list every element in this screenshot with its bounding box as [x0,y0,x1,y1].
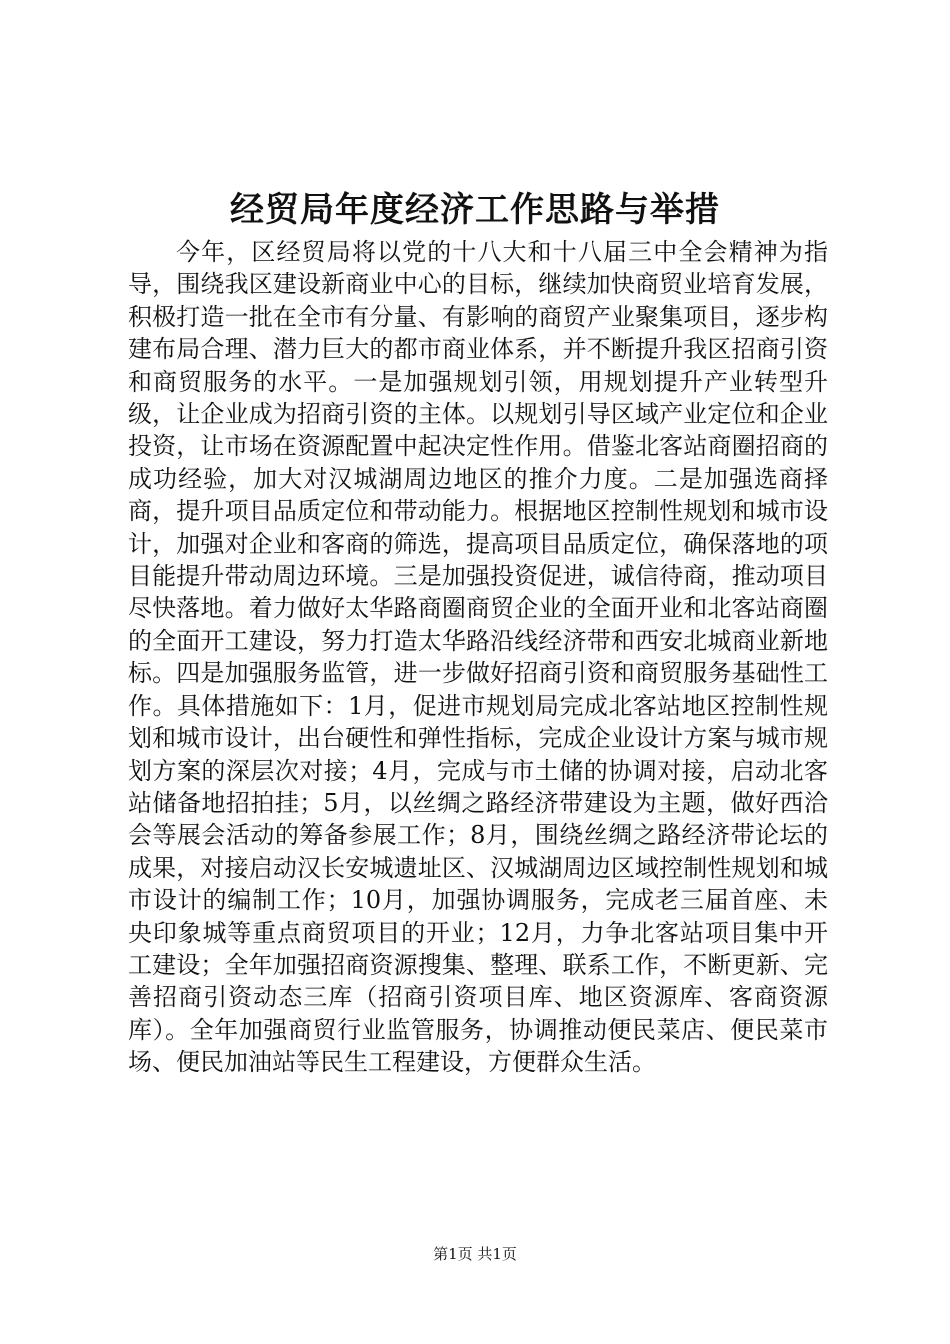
body-paragraph: 今年，区经贸局将以党的十八大和十八届三中全会精神为指导，围绕我区建设新商业中心的目标，继续加快商贸业培育发展，积极打造一批在全市有分量、有影响的商贸产业聚集项目，逐步构建布局合理、潜力巨大的都市商业体系，并不断提升我区招商引资和商贸服务的水平。一是加强规划引领，用规划提升产业转型升级，让企业成为招商引资的主体。以规划引导区域产业定位和企业投资，让市场在资源配置中起决定性作用。借鉴北客站商圈招商的成功经验，加大对汉城湖周边地区的推介力度。二是加强选商择商，提升项目品质定位和带动能力。根据地区控制性规划和城市设计，加强对企业和客商的筛选，提高项目品质定位，确保落地的项目能提升带动周边环境。三是加强投资促进，诚信待商，推动项目尽快落地。着力做好太华路商圈商贸企业的全面开业和北客站商圈的全面开工建设，努力打造太华路沿线经济带和西安北城商业新地标。四是加强服务监管，进一步做好招商引资和商贸服务基础性工作。具体措施如下：1月，促进市规划局完成北客站地区控制性规划和城市设计，出台硬性和弹性指标，完成企业设计方案与城市规划方案的深层次对接；4月，完成与市土储的协调对接，启动北客站储备地招拍挂；5月，以丝绸之路经济带建设为主题，做好西洽会等展会活动的筹备参展工作；8月，围绕丝绸之路经济带论坛的成果，对接启动汉长安城遗址区、汉城湖周边区域控制性规划和城市设计的编制工作；10月，加强协调服务，完成老三届首座、未央印象城等重点商贸项目的开业；12月，力争北客站项目集中开工建设；全年加强招商资源搜集、整理、联系工作，不断更新、完善招商引资动态三库（招商引资项目库、地区资源库、客商资源库）。全年加强商贸行业监管服务，协调推动便民菜店、便民菜市场、便民加油站等民生工程建设，方便群众生活。 [128,238,828,1077]
page-footer: 第1页 共1页 [433,1245,517,1263]
document-title: 经贸局年度经济工作思路与举措 [230,190,720,230]
